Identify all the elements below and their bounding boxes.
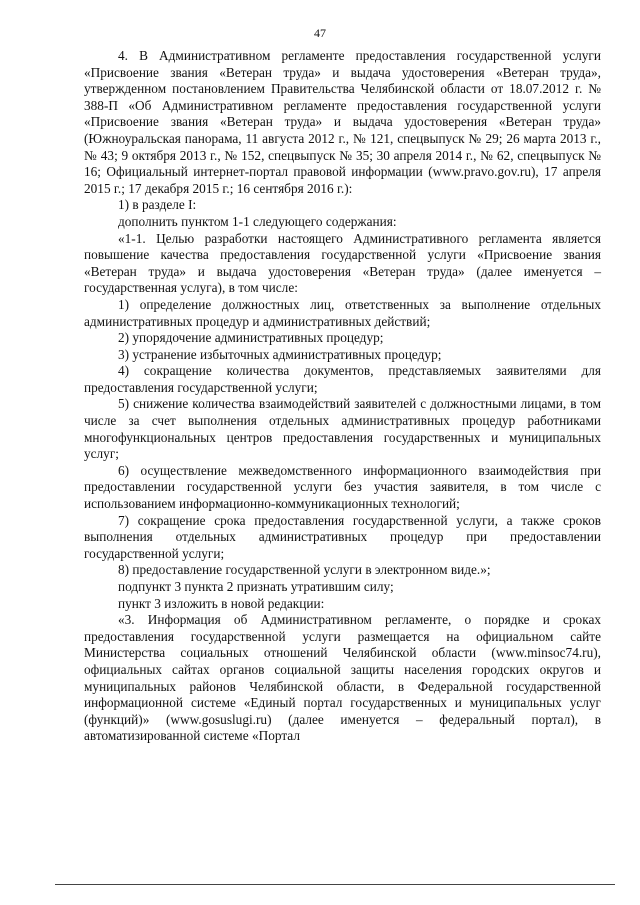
list-item-6: 6) осуществление межведомственного информационного взаимодействия при предоставлении государственной услуги без участия заявителя, в том числе с использованием информационно-коммуникационных технологий; (84, 462, 601, 512)
list-item-5: 5) снижение количества взаимодействий заявителей с должностными лицами, в том числе за счет выполнения отдельных административных процедур работниками многофункциональных центров предоставления государственных и муниципальных услуг; (84, 396, 601, 462)
list-item-3: 3) устранение избыточных административных процедур; (118, 346, 442, 362)
paragraph-section-1: 1) в разделе I: (118, 197, 197, 213)
paragraph-amendment-4: 4. В Административном регламенте предоставления государственной услуги «Присвоение звания «Ветеран труда» и выдача удостоверения «Ветеран труда», утвержденном постановлением Правительства Челябинской области от 18.07.2012 г. № 388-П «Об Административном регламенте предоставления государственной услуги «Присвоение звания «Ветеран труда» и выдача удостоверения «Ветеран труда» (Южноуральская панорама, 11 августа 2012 г., № 121, спецвыпуск № 29; 26 марта 2013 г., № 43; 9 октября 2013 г., № 152, спецвыпуск № 35; 30 апреля 2014 г., № 62, спецвыпуск № 16; Официальный интернет-портал правовой информации (www.pravo.gov.ru), 17 апреля 2015 г.; 17 декабря 2015 г.; 16 сентября 2016 г.): (84, 48, 601, 196)
page-number: 47 (314, 26, 326, 40)
paragraph-add-1-1: дополнить пунктом 1-1 следующего содержания: (118, 213, 397, 229)
paragraph-subpoint-3: подпункт 3 пункта 2 признать утратившим силу; (118, 579, 394, 594)
list-item-1: 1) определение должностных лиц, ответственных за выполнение отдельных административных процедур и административных действий; (84, 296, 601, 329)
list-item-8: 8) предоставление государственной услуги в электронном виде.»; (118, 562, 491, 578)
document-body (84, 48, 601, 745)
paragraph-item-1-1: «1-1. Целью разработки настоящего Административного регламента является повышение качества предоставления государственной услуги «Присвоение звания «Ветеран труда» и выдача удостоверения «Ветеран труда» (далее именуется – государственная услуга), в том числе: (84, 230, 601, 296)
paragraph-item-3: «3. Информация об Административном регламенте, о порядке и сроках предоставления государственной услуги размещается на официальном сайте Министерства социальных отношений Челябинской области (www.minsoc74.ru), официальных сайтах органов социальной защиты населения городских округов и муниципальных районов Челябинской области, в Федеральной государственной информационной системе «Единый портал государственных и муниципальных услуг (функций)» (www.gosuslugi.ru) (далее именуется – федеральный портал), в автоматизированной системе «Портал (84, 612, 601, 744)
list-item-7: 7) сокращение срока предоставления государственной услуги, а также сроков выполнения отдельных административных процедур при предоставлении государственной услуги; (84, 512, 601, 561)
paragraph-point-3-new: пункт 3 изложить в новой редакции: (118, 595, 325, 611)
list-item-4: 4) сокращение количества документов, представляемых заявителями для предоставления государственной услуги; (84, 363, 601, 395)
list-item-2: 2) упорядочение административных процедур; (118, 330, 384, 346)
bottom-divider (55, 884, 615, 885)
